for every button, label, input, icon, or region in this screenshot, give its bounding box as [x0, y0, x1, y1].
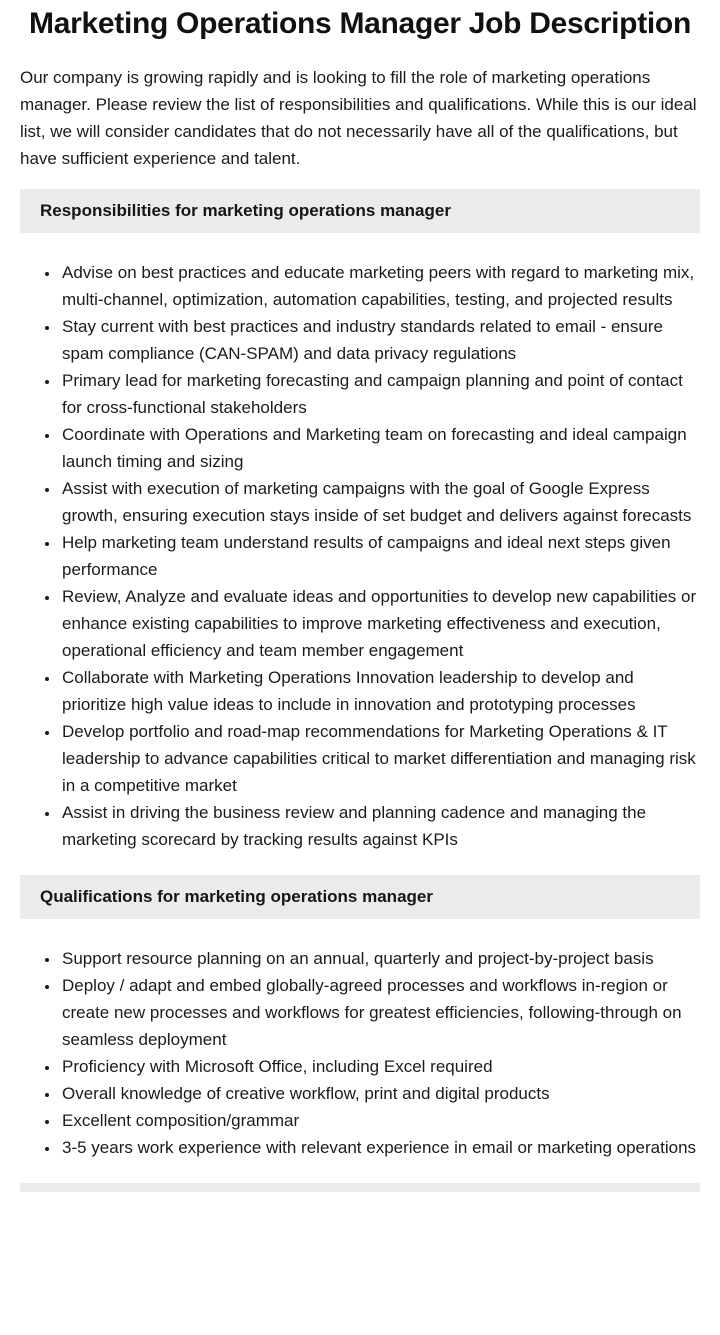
section-responsibilities [20, 189, 700, 853]
page-title: Marketing Operations Manager Job Description [29, 7, 691, 40]
list-item: • Advise on best practices and educate marketing peers with regard to marketing mix, multi-channel, optimization, automation capabilities, testing, and projected results [60, 259, 700, 313]
list-item: • Help marketing team understand results of campaigns and ideal next steps given performance [60, 529, 700, 583]
list-item: • Develop portfolio and road-map recommendations for Marketing Operations & IT leadership to advance capabilities critical to market differentiation and managing risk in a competitive market [60, 718, 700, 799]
list-item: • Review, Analyze and evaluate ideas and opportunities to develop new capabilities or enhance existing capabilities to improve marketing effectiveness and execution, operational efficiency and team member engagement [60, 583, 700, 664]
list-item: • Coordinate with Operations and Marketing team on forecasting and ideal campaign launch timing and sizing [60, 421, 700, 475]
list-item: • 3-5 years work experience with relevant experience in email or marketing operations [60, 1134, 700, 1161]
list-item: • Assist with execution of marketing campaigns with the goal of Google Express growth, ensuring execution stays inside of set budget and delivers against forecasts [60, 475, 700, 529]
section-qualifications [20, 875, 700, 1161]
list-item: • Proficiency with Microsoft Office, including Excel required [60, 1053, 700, 1080]
list-item: • Assist in driving the business review and planning cadence and managing the marketing scorecard by tracking results against KPIs [60, 799, 700, 853]
responsibilities-list [20, 259, 700, 853]
responsibilities-heading: Responsibilities for marketing operations manager [20, 189, 700, 233]
list-item: • Support resource planning on an annual, quarterly and project-by-project basis [60, 945, 700, 972]
list-item: • Stay current with best practices and industry standards related to email - ensure spam compliance (CAN-SPAM) and data privacy regulations [60, 313, 700, 367]
list-item: • Overall knowledge of creative workflow, print and digital products [60, 1080, 700, 1107]
list-item: • Excellent composition/grammar [60, 1107, 700, 1134]
qualifications-list [20, 945, 700, 1161]
list-item: • Primary lead for marketing forecasting and campaign planning and point of contact for cross-functional stakeholders [60, 367, 700, 421]
next-section-bar-partial [20, 1183, 700, 1192]
intro-paragraph: Our company is growing rapidly and is looking to fill the role of marketing operations manager. Please review the list of responsibilities and qualifications. While this is our ideal list, we will consider candidates that do not necessarily have all of the qualifications, but have sufficient experience and talent. [20, 68, 697, 168]
qualifications-heading: Qualifications for marketing operations manager [20, 875, 700, 919]
list-item: • Deploy / adapt and embed globally-agreed processes and workflows in-region or create new processes and workflows for greatest efficiencies, following-through on seamless deployment [60, 972, 700, 1053]
list-item: • Collaborate with Marketing Operations Innovation leadership to develop and prioritize high value ideas to include in innovation and prototyping processes [60, 664, 700, 718]
